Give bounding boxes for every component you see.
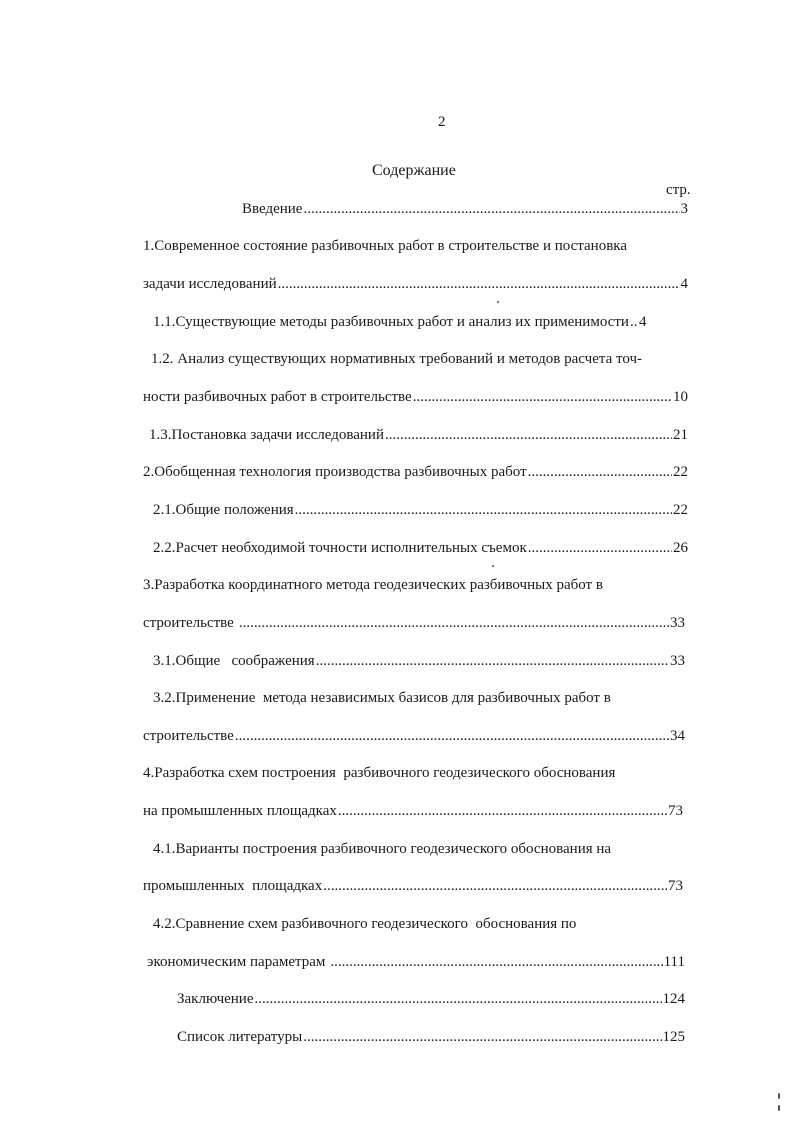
dot-leader bbox=[235, 726, 669, 746]
toc-entry-chapter-3 bbox=[143, 575, 688, 595]
scan-speck bbox=[492, 565, 494, 567]
toc-entry-section-1-2 bbox=[151, 349, 688, 369]
toc-entry-page: 111 bbox=[663, 954, 685, 970]
scan-speck bbox=[778, 1105, 780, 1111]
dot-leader bbox=[278, 274, 680, 294]
toc-entry-page: 4 bbox=[638, 314, 647, 330]
toc-entry-text: 1.2. Анализ существующих нормативных требований и методов расчета точ- bbox=[151, 351, 643, 367]
toc-entry-text: на промышленных площадках bbox=[143, 803, 337, 819]
dot-leader bbox=[528, 538, 672, 558]
dot-leader bbox=[303, 1027, 661, 1047]
toc-entry-text: 2.Обобщенная технология производства разбивочных работ bbox=[143, 464, 527, 480]
toc-entry-text: Введение bbox=[242, 201, 303, 217]
toc-entry-section-3-1 bbox=[153, 651, 685, 671]
dot-leader bbox=[330, 952, 662, 972]
dot-leader bbox=[385, 425, 672, 445]
toc-entry-text: Список литературы bbox=[177, 1029, 303, 1045]
toc-entry-page: 73 bbox=[668, 878, 683, 894]
toc-entry-text: 4.Разработка схем построения разбивочного геодезического обоснования bbox=[143, 765, 616, 781]
toc-entry-page: 34 bbox=[670, 728, 685, 744]
toc-entry-section-3-2-cont bbox=[143, 726, 685, 746]
dot-leader bbox=[303, 199, 679, 219]
dot-leader bbox=[528, 462, 672, 482]
dot-leader bbox=[630, 312, 638, 332]
dot-leader bbox=[255, 989, 662, 1009]
toc-entry-references bbox=[177, 1027, 685, 1047]
dot-leader bbox=[338, 801, 667, 821]
toc-entry-text: ности разбивочных работ в строительстве bbox=[143, 389, 412, 405]
toc-entry-page: 73 bbox=[668, 803, 683, 819]
toc-entry-page: 125 bbox=[662, 1029, 685, 1045]
page-number: 2 bbox=[438, 114, 446, 130]
toc-entry-section-3-2 bbox=[153, 688, 688, 708]
toc-entry-page: 4 bbox=[680, 276, 688, 292]
page-title: Содержание bbox=[372, 162, 456, 179]
toc-entry-chapter-1 bbox=[143, 236, 688, 256]
toc-entry-page: 22 bbox=[673, 502, 688, 518]
toc-entry-page: 22 bbox=[673, 464, 688, 480]
scan-speck bbox=[497, 301, 499, 303]
toc-entry-text: 3.Разработка координатного метода геодезических разбивочных работ в bbox=[143, 577, 603, 593]
toc-entry-text: 2.1.Общие положения bbox=[153, 502, 294, 518]
toc-entry-page: 33 bbox=[670, 615, 685, 631]
dot-leader bbox=[239, 613, 669, 633]
toc-entry-text: 1.1.Существующие методы разбивочных работ и анализ их применимости bbox=[153, 314, 629, 330]
toc-entry-section-4-2 bbox=[153, 914, 688, 934]
toc-entry-section-2-1 bbox=[153, 500, 688, 520]
toc-entry-chapter-1-cont bbox=[143, 274, 688, 294]
toc-entry-chapter-4 bbox=[143, 763, 688, 783]
toc-entry-section-1-1 bbox=[153, 312, 688, 332]
toc-entry-chapter-4-cont bbox=[143, 801, 683, 821]
toc-entry-text: экономическим параметрам bbox=[147, 954, 326, 970]
toc-entry-page: 33 bbox=[670, 653, 685, 669]
toc-entry-page: 21 bbox=[673, 427, 688, 443]
toc-entry-text: строительстве bbox=[143, 728, 234, 744]
scan-speck bbox=[778, 1093, 780, 1099]
toc-entry-text: строительстве bbox=[143, 615, 234, 631]
toc-entry-page: 10 bbox=[673, 389, 688, 405]
toc-entry-text: 2.2.Расчет необходимой точности исполнительных съемок bbox=[153, 540, 527, 556]
toc-entry-text: 1.3.Постановка задачи исследований bbox=[149, 427, 384, 443]
toc-entry-section-1-3 bbox=[149, 425, 688, 445]
toc-entry-text: 3.2.Применение метода независимых базисов для разбивочных работ в bbox=[153, 690, 611, 706]
toc-entry-chapter-3-cont bbox=[143, 613, 685, 633]
page-column-label: стр. bbox=[666, 182, 691, 198]
dot-leader bbox=[316, 651, 669, 671]
toc-entry-chapter-2 bbox=[143, 462, 688, 482]
dot-leader bbox=[413, 387, 672, 407]
toc-entry-conclusion bbox=[177, 989, 685, 1009]
toc-entry-text: 4.1.Варианты построения разбивочного геодезического обоснования на bbox=[153, 841, 612, 857]
toc-entry-section-4-1 bbox=[153, 839, 688, 859]
toc-entry-section-4-1-cont bbox=[143, 876, 683, 896]
toc-entry-text: промышленных площадках bbox=[143, 878, 323, 894]
toc-entry-section-1-2-cont bbox=[143, 387, 688, 407]
toc-entry-page: 124 bbox=[662, 991, 685, 1007]
dot-leader bbox=[323, 876, 667, 896]
toc-entry-text: задачи исследований bbox=[143, 276, 277, 292]
toc-entry-introduction bbox=[242, 199, 688, 219]
toc-entry-text: Заключение bbox=[177, 991, 254, 1007]
toc-entry-text: 3.1.Общие соображения bbox=[153, 653, 315, 669]
toc-entry-section-4-2-cont bbox=[147, 952, 685, 972]
toc-entry-page: 3 bbox=[680, 201, 688, 217]
toc-entry-text: 1.Современное состояние разбивочных работ в строительстве и постановка bbox=[143, 238, 628, 254]
toc-entry-text: 4.2.Сравнение схем разбивочного геодезического обоснования по bbox=[153, 916, 577, 932]
toc-entry-page: 26 bbox=[673, 540, 688, 556]
dot-leader bbox=[295, 500, 672, 520]
toc-entry-section-2-2 bbox=[153, 538, 688, 558]
